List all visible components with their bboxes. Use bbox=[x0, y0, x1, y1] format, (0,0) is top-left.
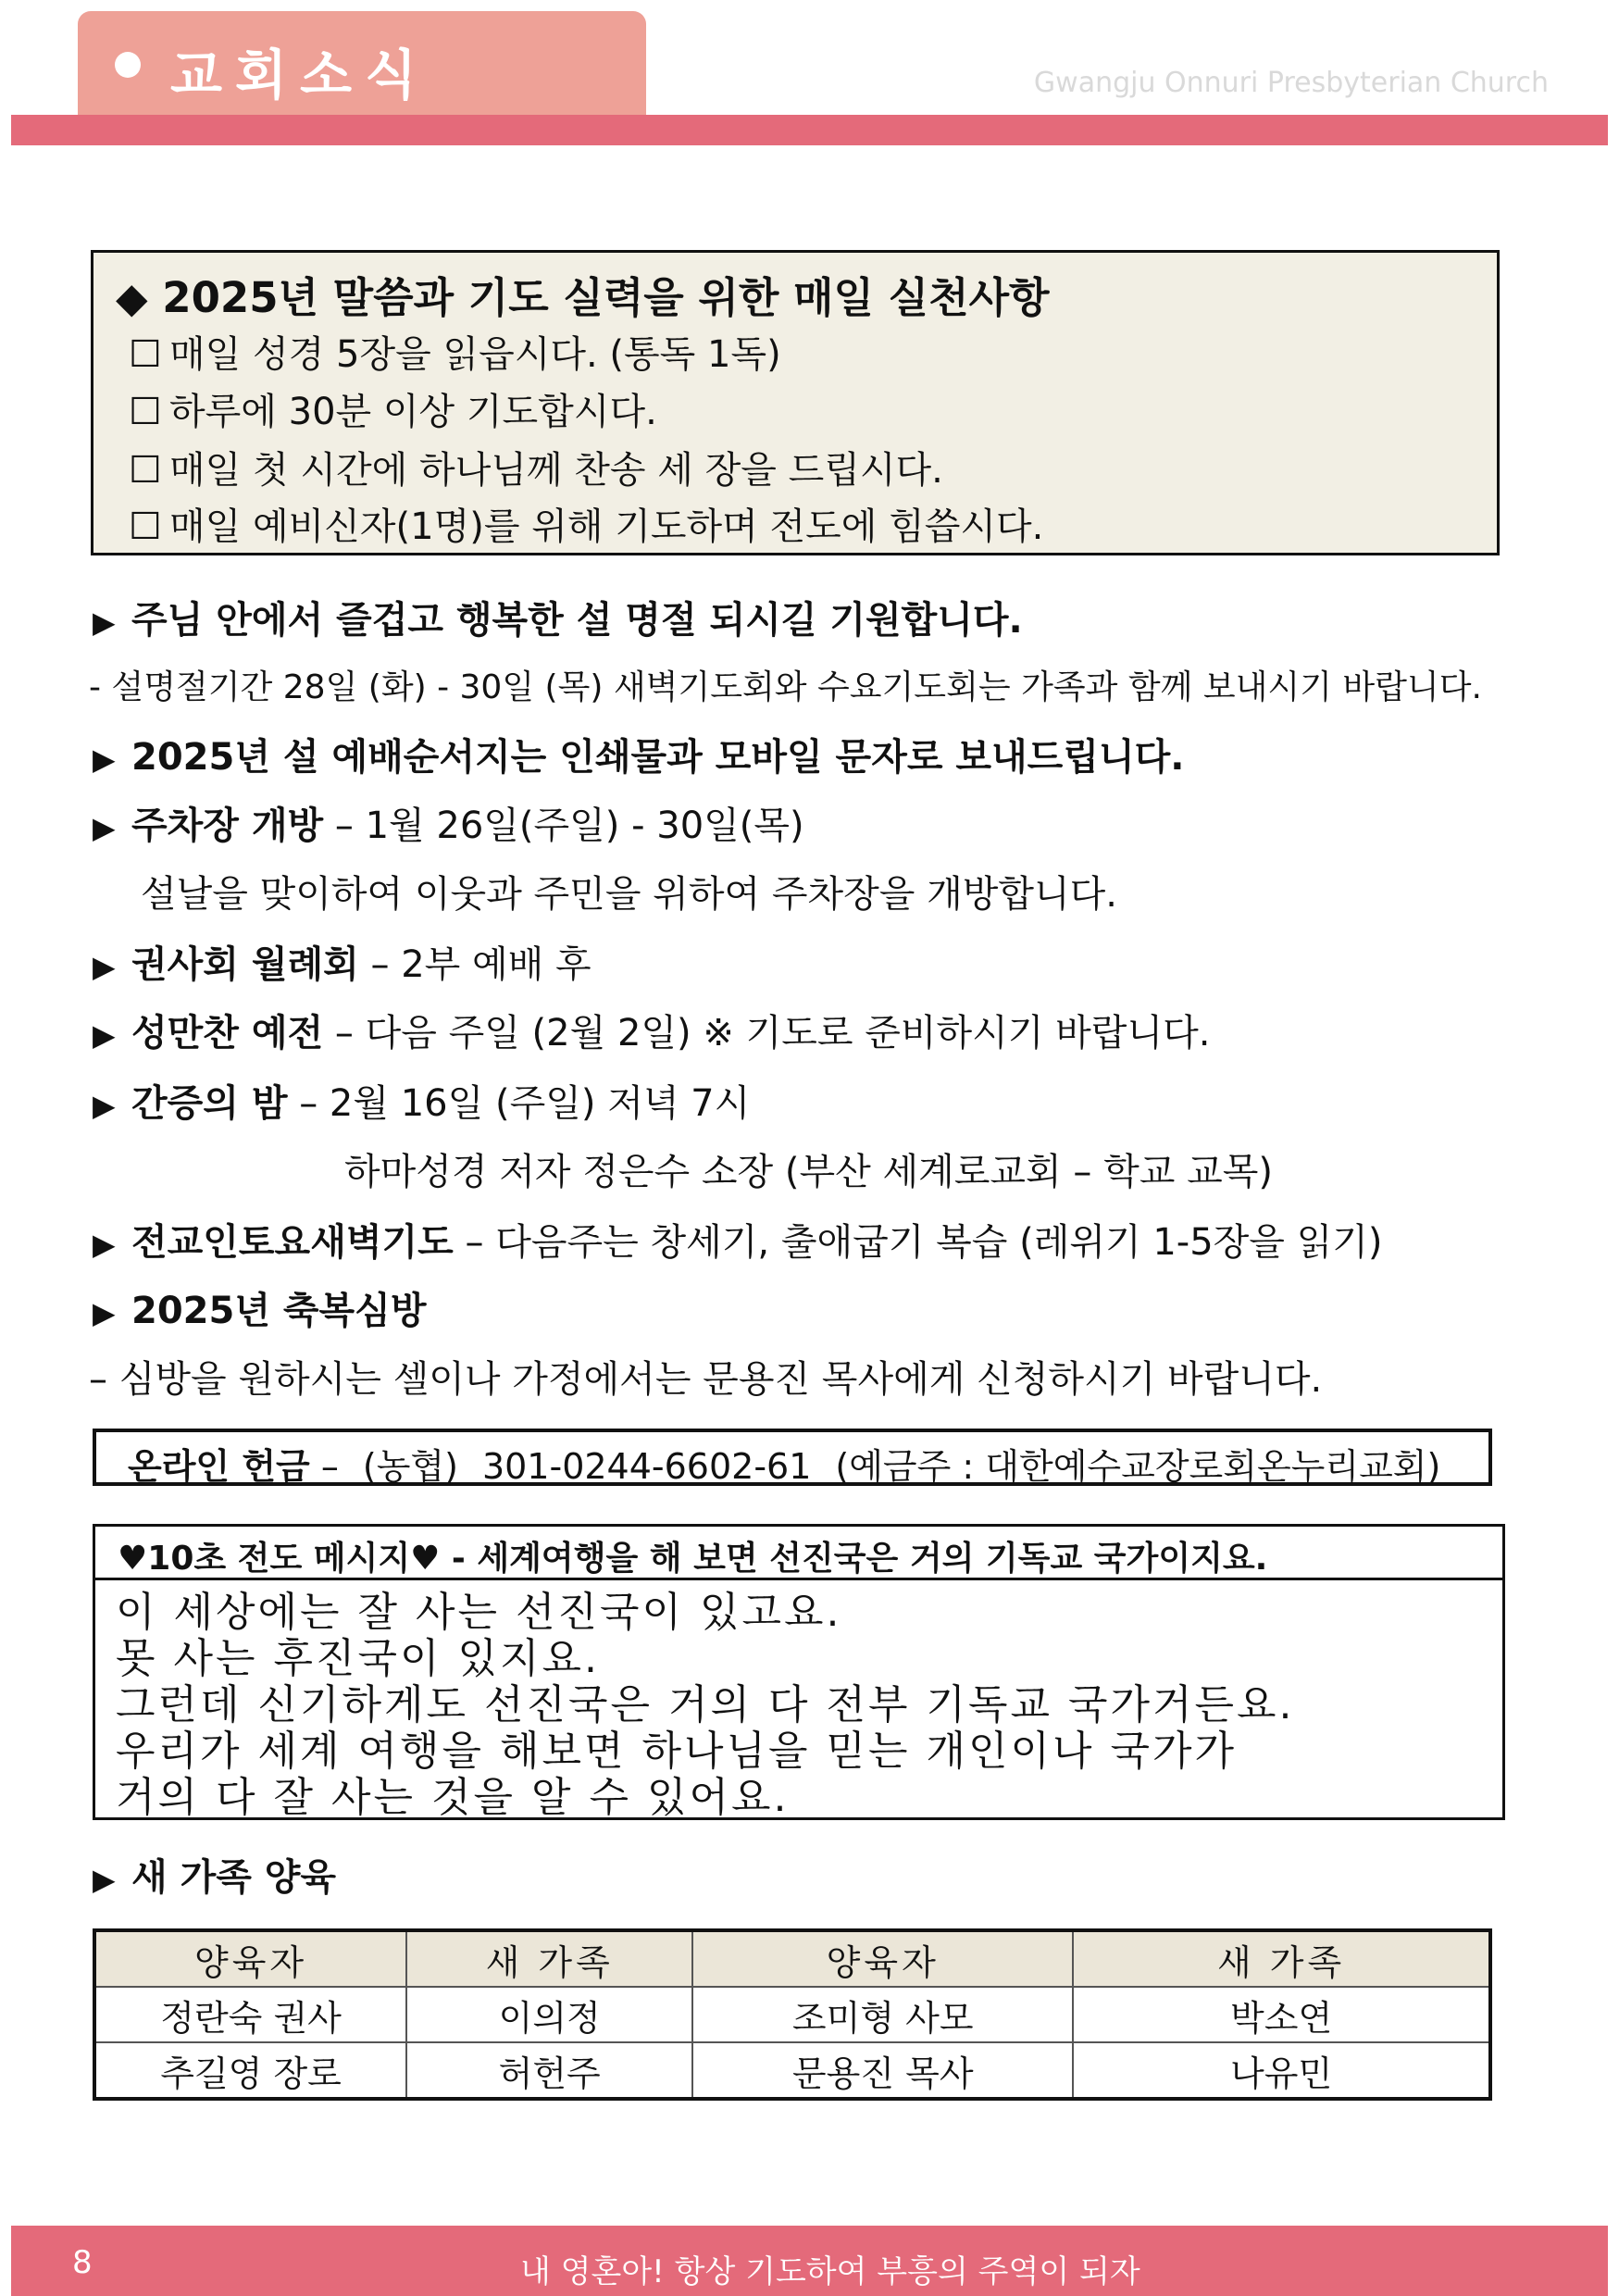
triangle-icon: ▶ bbox=[93, 1295, 116, 1330]
column-header: 양육자 bbox=[94, 1930, 406, 1987]
news-detail: 설날을 맞이하여 이웃과 주민을 위하여 주차장을 개방합니다. bbox=[141, 873, 1118, 916]
news-item: ▶ 간증의 밤 – 2월 16일 (주일) 저녁 7시 bbox=[93, 1082, 751, 1125]
triangle-icon: ▶ bbox=[93, 810, 116, 845]
news-detail: 하마성경 저자 정은수 소장 (부산 세계로교회 – 학교 교목) bbox=[344, 1151, 1274, 1193]
column-header: 양육자 bbox=[692, 1930, 1073, 1987]
message-line: 못 사는 후진국이 있지요. bbox=[116, 1635, 600, 1682]
offering-label: 온라인 헌금 bbox=[128, 1446, 310, 1487]
offering-holder: (예금주 : 대한예수교장로회온누리교회) bbox=[835, 1446, 1441, 1487]
table-cell: 허헌주 bbox=[406, 2042, 692, 2099]
news-item: ▶ 주님 안에서 즐겁고 행복한 설 명절 되시길 기원합니다. bbox=[93, 599, 1023, 642]
column-header: 새 가족 bbox=[1073, 1930, 1490, 1987]
online-offering-box: 온라인 헌금 – (농협) 301-0244-6602-61 (예금주 : 대한예수교장로회온누리교회) bbox=[93, 1429, 1492, 1486]
page-number: 8 bbox=[72, 2244, 93, 2281]
practice-item: ☐ 매일 성경 5장을 읽읍시다. (통독 1독) bbox=[129, 333, 781, 376]
news-detail: – 심방을 원하시는 셀이나 가정에서는 문용진 목사에게 신청하시기 바랍니다. bbox=[89, 1358, 1323, 1401]
news-item: ▶ 주차장 개방 – 1월 26일(주일) - 30일(목) bbox=[93, 805, 804, 847]
table-cell: 추길영 장로 bbox=[94, 2042, 406, 2099]
table-row bbox=[94, 2042, 1490, 2099]
news-item: ▶ 성만찬 예전 – 다음 주일 (2월 2일) ※ 기도로 준비하시기 바랍니다. bbox=[93, 1012, 1211, 1054]
bullet-dot-icon bbox=[115, 52, 141, 78]
triangle-icon: ▶ bbox=[93, 1017, 116, 1053]
daily-practice-box bbox=[91, 250, 1500, 555]
table-cell: 박소연 bbox=[1073, 1987, 1490, 2042]
table-cell: 문용진 목사 bbox=[692, 2042, 1073, 2099]
table-cell: 정란숙 권사 bbox=[94, 1987, 406, 2042]
church-name: Gwangju Onnuri Presbyterian Church bbox=[1033, 67, 1549, 99]
triangle-icon: ▶ bbox=[93, 1227, 116, 1262]
table-cell: 이의정 bbox=[406, 1987, 692, 2042]
offering-bank: (농협) bbox=[362, 1446, 458, 1487]
message-line: 그런데 신기하게도 선진국은 거의 다 전부 기독교 국가거든요. bbox=[116, 1681, 1295, 1728]
offering-account: 301-0244-6602-61 bbox=[481, 1446, 812, 1487]
evangelism-message-box bbox=[93, 1524, 1505, 1820]
news-item: ▶ 권사회 월례회 – 2부 예배 후 bbox=[93, 943, 592, 986]
table-row bbox=[94, 1987, 1490, 2042]
news-item: ▶ 2025년 축복심방 bbox=[93, 1290, 427, 1332]
message-line: 이 세상에는 잘 사는 선진국이 있고요. bbox=[116, 1589, 842, 1636]
practice-item: ☐ 하루에 30분 이상 기도합시다. bbox=[129, 391, 657, 433]
triangle-icon: ▶ bbox=[93, 1088, 116, 1123]
message-line: 우리가 세계 여행을 해보면 하나님을 믿는 개인이나 국가가 bbox=[116, 1728, 1237, 1775]
news-item: ▶ 2025년 설 예배순서지는 인쇄물과 모바일 문자로 보내드립니다. bbox=[93, 736, 1185, 779]
message-header: ♥10초 전도 메시지♥ - 세계여행을 해 보면 선진국은 거의 기독교 국가이지요. bbox=[95, 1527, 1502, 1580]
header-bar bbox=[11, 115, 1608, 145]
checkbox-icon: ☐ bbox=[129, 333, 162, 376]
section-title: 교회소식 bbox=[170, 44, 430, 106]
news-detail: - 설명절기간 28일 (화) - 30일 (목) 새벽기도회와 수요기도회는 가족과 함께 보내시기 바랍니다. bbox=[89, 668, 1482, 706]
news-item: ▶ 전교인토요새벽기도 – 다음주는 창세기, 출애굽기 복습 (레위기 1-5장을 읽기) bbox=[93, 1221, 1383, 1264]
nurture-table bbox=[93, 1928, 1492, 2101]
checkbox-icon: ☐ bbox=[129, 391, 162, 433]
practice-item: ☐ 매일 예비신자(1명)를 위해 기도하며 전도에 힘씁시다. bbox=[129, 505, 1044, 548]
footer-motto: 내 영혼아! 항상 기도하여 부흥의 주역이 되자 bbox=[520, 2253, 1140, 2290]
triangle-icon: ▶ bbox=[93, 742, 116, 777]
practice-item: ☐ 매일 첫 시간에 하나님께 찬송 세 장을 드립시다. bbox=[129, 449, 943, 492]
triangle-icon: ▶ bbox=[93, 949, 116, 984]
diamond-icon: ◆ bbox=[116, 273, 148, 322]
table-header-row bbox=[94, 1930, 1490, 1987]
triangle-icon: ▶ bbox=[93, 605, 116, 640]
nurture-heading: ▶ 새 가족 양육 bbox=[93, 1856, 337, 1899]
table-cell: 나유민 bbox=[1073, 2042, 1490, 2099]
triangle-icon: ▶ bbox=[93, 1862, 116, 1897]
checkbox-icon: ☐ bbox=[129, 449, 162, 492]
practice-title: ◆ 2025년 말씀과 기도 실력을 위한 매일 실천사항 bbox=[116, 273, 1050, 322]
message-line: 거의 다 잘 사는 것을 알 수 있어요. bbox=[116, 1774, 790, 1821]
column-header: 새 가족 bbox=[406, 1930, 692, 1987]
section-tab bbox=[78, 11, 646, 115]
table-cell: 조미형 사모 bbox=[692, 1987, 1073, 2042]
footer-bar bbox=[11, 2226, 1608, 2296]
checkbox-icon: ☐ bbox=[129, 505, 162, 548]
